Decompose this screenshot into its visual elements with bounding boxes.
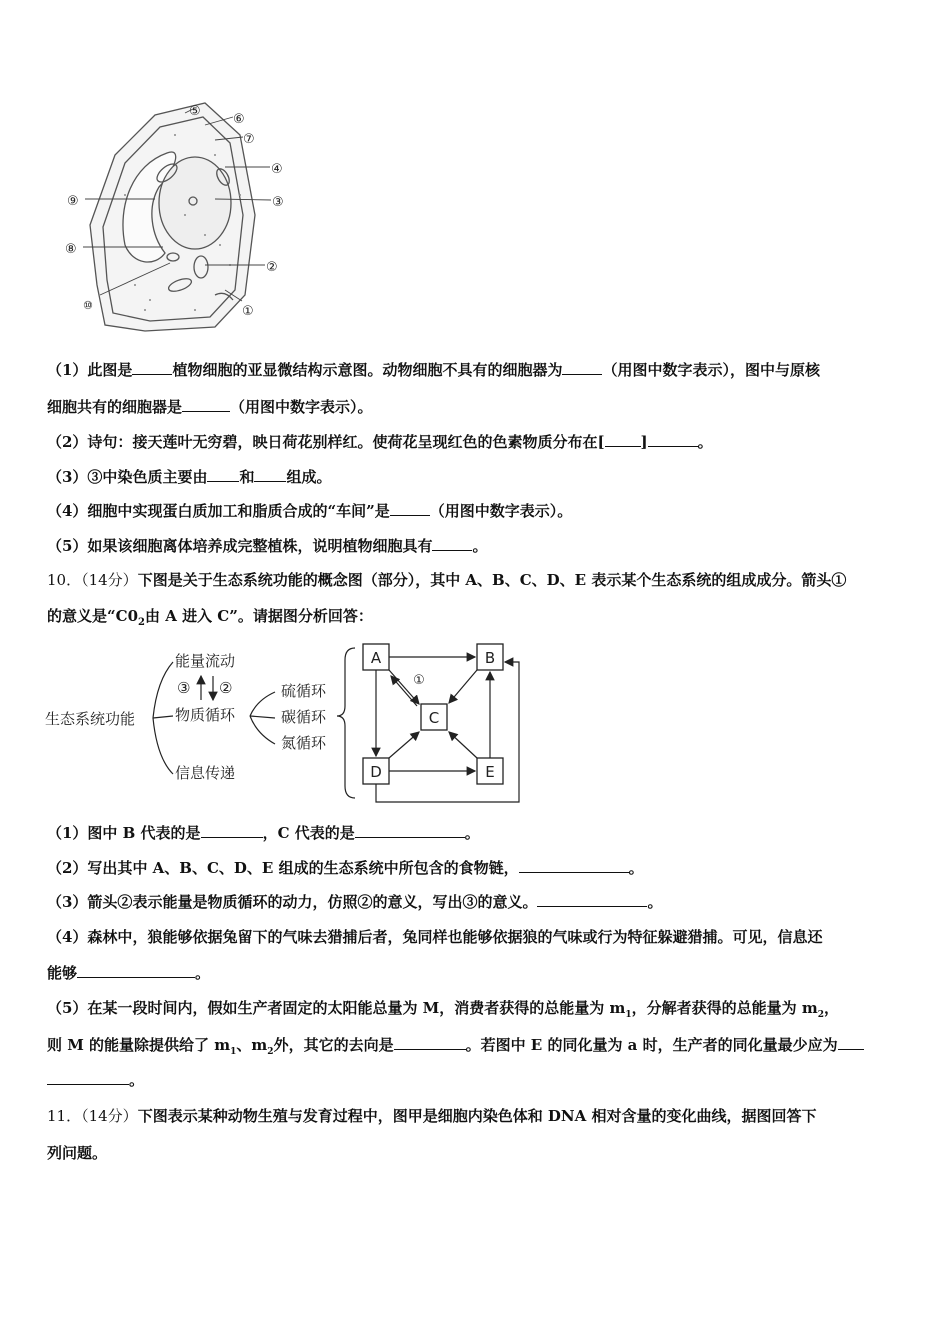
carbon-cycle-label: 碳循环 xyxy=(281,708,327,726)
svg-text:C: C xyxy=(428,709,440,727)
energy-flow-label: 能量流动 xyxy=(175,652,236,670)
label-4: ④ xyxy=(271,162,283,177)
blank[interactable] xyxy=(201,823,263,838)
label-7: ⑦ xyxy=(243,132,255,147)
label-5: ⑤ xyxy=(189,104,201,119)
ecosystem-concept-diagram xyxy=(45,640,525,810)
blank[interactable] xyxy=(562,360,602,375)
label-2: ② xyxy=(266,260,278,275)
q10-part5-line3: 。 xyxy=(47,1070,909,1090)
blank[interactable] xyxy=(519,858,629,873)
blank[interactable] xyxy=(394,1035,466,1050)
question-number: 11．（14分） xyxy=(47,1107,138,1125)
arrow-3-label: ③ xyxy=(177,679,191,697)
label-8: ⑧ xyxy=(65,242,77,257)
svg-text:D: D xyxy=(370,763,382,781)
blank[interactable] xyxy=(77,963,195,978)
blank[interactable] xyxy=(47,1070,129,1085)
nitrogen-cycle-label: 氮循环 xyxy=(281,734,327,752)
q11-stem-line2: 列问题。 xyxy=(47,1144,108,1162)
sulfur-cycle-label: 硫循环 xyxy=(281,682,327,700)
blank[interactable] xyxy=(605,432,641,447)
plant-cell-diagram xyxy=(55,95,300,335)
svg-text:B: B xyxy=(484,649,496,667)
q10-stem-line2: 的意义是“$C0_2$由 A 进入 C”。请据图分析回答： xyxy=(47,607,373,628)
label-9: ⑨ xyxy=(67,194,79,209)
arrow-1-label: ① xyxy=(413,673,425,688)
q10-part5-line1: （5）在某一段时间内，假如生产者固定的太阳能总量为 M，消费者获得的总能量为 $m_1$，分解者获得的总能量为 $m_2$， xyxy=(47,999,840,1020)
q9-part1-line2: 细胞共有的细胞器是 （用图中数字表示）。 xyxy=(47,398,373,416)
blank[interactable] xyxy=(132,360,172,375)
q10-part1: （1）图中 B 代表的是 ，C 代表的是 。 xyxy=(47,824,480,842)
question-number: 10．（14分） xyxy=(47,571,138,589)
label-6: ⑥ xyxy=(233,112,245,127)
arrow-2-label: ② xyxy=(219,679,233,697)
label-10: ⑩ xyxy=(83,299,93,312)
info-transfer-label: 信息传递 xyxy=(175,764,236,782)
q9-part4: （4）细胞中实现蛋白质加工和脂质合成的“车间”是 （用图中数字表示）。 xyxy=(47,502,573,520)
q9-part3: （3）③中染色质主要由 和 组成。 xyxy=(47,468,332,486)
q9-part5: （5）如果该细胞离体培养成完整植株，说明植物细胞具有 。 xyxy=(47,537,488,555)
svg-text:A: A xyxy=(370,649,382,667)
blank[interactable] xyxy=(254,467,286,482)
q10-part3: （3）箭头②表示能量是物质循环的动力，仿照②的意义，写出③的意义。 。 xyxy=(47,893,663,911)
blank[interactable] xyxy=(355,823,465,838)
q10-stem-line1: 10．（14分）下图是关于生态系统功能的概念图（部分），其中 A、B、C、D、E 表示某个生态系统的组成成分。箭头① xyxy=(47,571,847,589)
label-1: ① xyxy=(242,304,254,319)
svg-text:E: E xyxy=(485,763,495,781)
label-3: ③ xyxy=(272,195,284,210)
blank[interactable] xyxy=(838,1035,864,1050)
blank[interactable] xyxy=(207,467,239,482)
q10-part2: （2）写出其中 A、B、C、D、E 组成的生态系统中所包含的食物链， 。 xyxy=(47,859,644,877)
q9-part1-line1: （1）此图是 植物细胞的亚显微结构示意图。动物细胞不具有的细胞器为 （用图中数字表示），图中与原核 xyxy=(47,361,820,379)
matter-cycle-label: 物质循环 xyxy=(175,706,236,724)
q10-part4-line1: （4）森林中，狼能够依据兔留下的气味去猎捕后者，兔同样也能够依据狼的气味或行为特征躲避猎捕。可见，信息还 xyxy=(47,928,823,946)
q10-part5-line2: 则 M 的能量除提供给了 $m_1$、$m_2$外，其它的去向是 。若图中 E 的同化量为 a 时，生产者的同化量最少应为 xyxy=(47,1035,909,1062)
blank[interactable] xyxy=(537,892,647,907)
q10-part4-line2: 能够 。 xyxy=(47,964,211,982)
blank[interactable] xyxy=(182,397,230,412)
blank[interactable] xyxy=(648,432,698,447)
blank[interactable] xyxy=(432,536,472,551)
blank[interactable] xyxy=(390,501,430,516)
root-label: 生态系统功能 xyxy=(45,710,136,728)
q9-part2: （2）诗句：接天莲叶无穷碧，映日荷花别样红。使荷花呈现红色的色素物质分布在[ ] 。 xyxy=(47,433,713,451)
q11-stem-line1: 11．（14分）下图表示某种动物生殖与发育过程中，图甲是细胞内染色体和 DNA 相对含量的变化曲线，据图回答下 xyxy=(47,1107,817,1125)
